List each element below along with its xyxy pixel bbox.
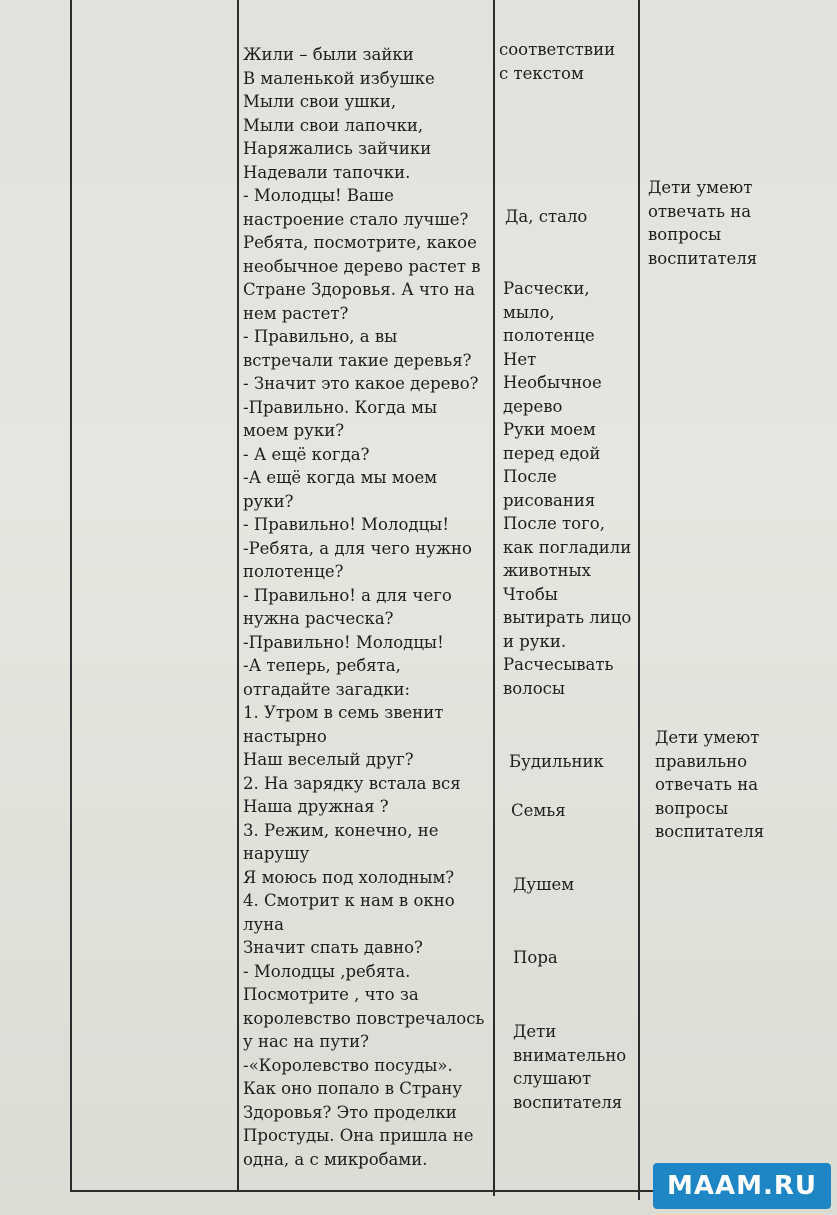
activity-line: соответствии [499, 40, 616, 59]
riddle-answer-time: Пора [513, 948, 558, 967]
table-border-col4 [638, 0, 640, 1200]
children-listening [513, 1020, 626, 1114]
speech-line: Наш веселый друг? [243, 750, 414, 769]
speech-line: Простуды. Она пришла не [243, 1126, 474, 1145]
speech-line: королевство повстречалось [243, 1008, 485, 1028]
result-line: отвечать на [648, 201, 752, 221]
maam-watermark-badge: MAAM.RU [653, 1163, 831, 1209]
speech-line: В маленькой избушке [243, 68, 435, 88]
activity-line: Дети [513, 1022, 557, 1041]
children-activity-top [499, 38, 615, 85]
result-line: вопросы [655, 798, 729, 818]
speech-line: Стране Здоровья. А что на [243, 280, 475, 299]
answer-line: вытирать лицо [503, 608, 632, 627]
speech-line: одна, а с микробами. [243, 1149, 428, 1169]
speech-line: нарушу [243, 844, 310, 863]
speech-line: Жили – были зайки [243, 45, 414, 64]
speech-line: - Значит это какое дерево? [243, 374, 479, 393]
speech-line: нужна расческа? [243, 609, 394, 628]
speech-line: 2. На зарядку встала вся [243, 773, 461, 793]
speech-line: нем растет? [243, 303, 349, 323]
table-border-col2 [237, 0, 239, 1192]
speech-line: необычное дерево растет в [243, 256, 481, 276]
riddle-answer-family: Семья [511, 801, 566, 820]
speech-line: 1. Утром в семь звенит [243, 703, 444, 722]
speech-line: настырно [243, 726, 327, 746]
speech-line: Мыли свои ушки, [243, 92, 397, 111]
speech-line: -Правильно. Когда мы [243, 397, 438, 417]
result-line: Дети умеют [655, 728, 760, 747]
answer-line: Расчески, [503, 279, 590, 298]
activity-line: внимательно [513, 1045, 627, 1065]
speech-line: Надевали тапочки. [243, 162, 411, 182]
riddle-answer-alarm: Будильник [509, 752, 604, 771]
results-block-2 [655, 726, 764, 844]
teacher-speech-column [243, 43, 484, 1171]
speech-line: Здоровья? Это проделки [243, 1102, 457, 1122]
speech-line: - А ещё когда? [243, 444, 370, 464]
speech-line: - Правильно! а для чего [243, 585, 452, 605]
speech-line: Мыли свои лапочки, [243, 115, 424, 135]
answer-da-stalo: Да, стало [505, 207, 588, 226]
speech-line: 3. Режим, конечно, не [243, 820, 439, 840]
speech-line: - Молодцы ,ребята. [243, 961, 411, 981]
answer-line: Нет [503, 349, 537, 369]
activity-line: воспитателя [513, 1092, 623, 1112]
riddle-answer-shower: Душем [513, 875, 575, 894]
speech-line: -А ещё когда мы моем [243, 468, 438, 487]
speech-line: настроение стало лучше? [243, 209, 469, 229]
speech-line: Значит спать давно? [243, 938, 423, 957]
result-line: отвечать на [655, 775, 759, 794]
speech-line: - Правильно, а вы [243, 327, 398, 346]
answer-line: волосы [503, 678, 566, 698]
speech-line: - Правильно! Молодцы! [243, 515, 449, 534]
result-line: правильно [655, 751, 748, 771]
speech-line: -«Королевство посуды». [243, 1055, 453, 1075]
speech-line: Посмотрите , что за [243, 985, 419, 1004]
table-border-bottom [70, 1190, 700, 1192]
answer-line: животных [503, 561, 591, 580]
activity-line: с текстом [499, 63, 584, 83]
speech-line: полотенце? [243, 562, 344, 581]
speech-line: Наряжались зайчики [243, 139, 432, 158]
speech-line: -Ребята, а для чего нужно [243, 538, 472, 558]
speech-line: встречали такие деревья? [243, 350, 472, 370]
speech-line: Наша дружная ? [243, 797, 389, 816]
speech-line: -Правильно! Молодцы! [243, 632, 444, 652]
speech-line: Я моюсь под холодным? [243, 867, 455, 887]
answer-line: Необычное [503, 373, 602, 392]
answer-line: мыло, [503, 302, 555, 322]
answer-line: и руки. [503, 631, 567, 651]
speech-line: - Молодцы! Ваше [243, 186, 394, 205]
speech-line: руки? [243, 491, 294, 511]
speech-line: луна [243, 914, 285, 934]
result-line: Дети умеют [648, 178, 753, 197]
answer-line: Чтобы [503, 584, 558, 604]
answer-line: дерево [503, 396, 563, 416]
answer-line: Руки моем [503, 420, 596, 439]
answer-line: рисования [503, 490, 596, 510]
answer-line: Расчесывать [503, 655, 614, 674]
result-line: вопросы [648, 225, 722, 244]
speech-line: у нас на пути? [243, 1032, 370, 1051]
speech-line: моем руки? [243, 421, 345, 440]
speech-line: 4. Смотрит к нам в окно [243, 891, 455, 910]
results-block-1 [648, 176, 757, 270]
answer-line: перед едой [503, 443, 601, 463]
speech-line: отгадайте загадки: [243, 679, 411, 699]
answer-line: После [503, 467, 557, 486]
answer-line: После того, [503, 514, 605, 533]
speech-line: Ребята, посмотрите, какое [243, 233, 477, 252]
speech-line: Как оно попало в Страну [243, 1079, 463, 1098]
table-border-left [70, 0, 72, 1190]
speech-line: -А теперь, ребята, [243, 656, 401, 675]
children-answers-tree [503, 277, 631, 700]
answer-line: полотенце [503, 326, 595, 345]
activity-line: слушают [513, 1069, 592, 1088]
result-line: воспитателя [655, 822, 765, 841]
table-border-col3 [493, 0, 495, 1196]
answer-line: как погладили [503, 537, 632, 557]
result-line: воспитателя [648, 248, 758, 268]
